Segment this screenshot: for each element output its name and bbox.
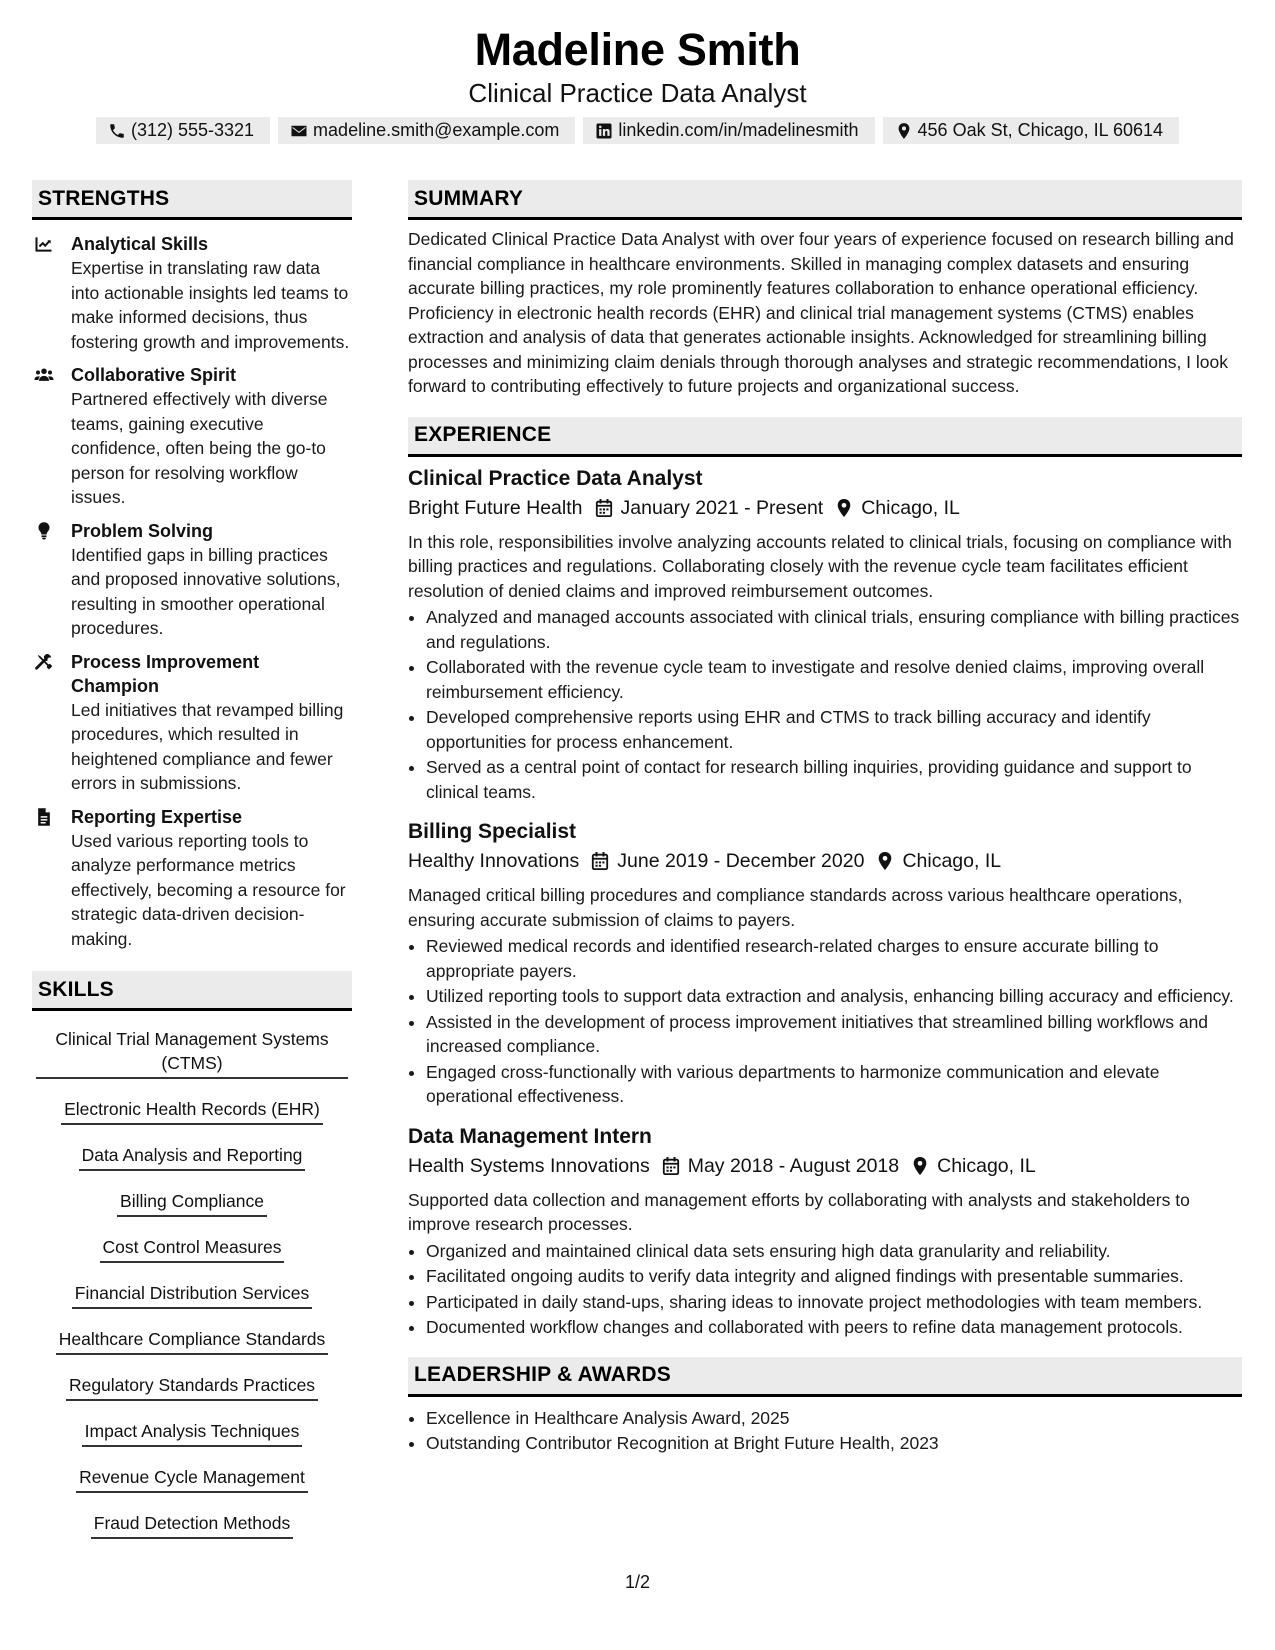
strength-title: Analytical Skills (71, 234, 209, 254)
line-chart-icon (34, 234, 54, 254)
strength-item (32, 650, 352, 796)
job-company: Healthy Innovations (408, 850, 580, 872)
strength-item (32, 519, 352, 641)
contact-phone[interactable] (96, 117, 270, 144)
strength-title: Reporting Expertise (71, 806, 243, 827)
candidate-name: Madeline Smith (474, 24, 801, 75)
contact-email[interactable] (278, 117, 575, 144)
skills-heading: SKILLS (32, 971, 352, 1011)
strength-desc: Partnered effectively with diverse teams, gaining executive confidence, often being the go-to person for resolving workflow issues. (71, 389, 328, 507)
job-description: Supported data collection and management efforts by collaborating with analysts and stakeholders to improve research processes. (408, 1189, 1190, 1234)
skill-item: Financial Distribution Services (72, 1281, 312, 1309)
page-number: 1/2 (624, 1572, 651, 1592)
skills-list (32, 1027, 352, 1539)
map-pin-icon (911, 1156, 929, 1176)
job-bullets (408, 934, 1242, 1109)
strength-title: Problem Solving (71, 520, 214, 541)
map-pin-icon (835, 498, 853, 518)
awards-section (408, 1357, 1242, 1456)
skill-item: Fraud Detection Methods (91, 1511, 294, 1539)
job-bullet: • Analyzed and managed accounts associated with clinical trials, ensuring compliance with billing practices and regulations. (426, 605, 1242, 654)
strength-desc: Expertise in translating raw data into actionable insights led teams to make informed decisions, thus fostering growth and improvements. (71, 258, 350, 352)
lightbulb-icon (34, 521, 54, 541)
map-pin-icon (876, 851, 894, 871)
job-entry (408, 465, 1242, 805)
job-bullet: • Documented workflow changes and collaborated with peers to refine data management protocols. (426, 1315, 1242, 1340)
job-meta (408, 493, 1242, 523)
contact-address-text: 456 Oak St, Chicago, IL 60614 (917, 120, 1164, 140)
phone-icon (108, 122, 126, 140)
map-pin-icon (895, 122, 913, 140)
contact-linkedin-text: linkedin.com/in/madelinesmith (618, 120, 859, 140)
skill-item: Revenue Cycle Management (76, 1465, 308, 1493)
strength-title: Process Improvement Champion (71, 651, 260, 696)
strength-title: Collaborative Spirit (71, 365, 237, 385)
job-bullet: • Facilitated ongoing audits to verify data integrity and aligned findings with presentable summaries. (426, 1264, 1242, 1289)
job-bullet: • Collaborated with the revenue cycle team to investigate and resolve denied claims, improving overall reimbursement efficiency. (426, 655, 1242, 704)
experience-section (408, 417, 1242, 1340)
skill-item: Regulatory Standards Practices (66, 1373, 318, 1401)
summary-text: Dedicated Clinical Practice Data Analyst with over four years of experience focused on research billing and financial compliance in healthcare environments. Skilled in managing complex datasets and ensuring accurate billing practices, my role prominently features collaboration to enhance operational efficiency. Proficiency in electronic health records (EHR) and clinical trial management systems (CTMS) enables extraction and analysis of data that generates actionable insights. Acknowledged for streamlining billing processes and minimizing claim denials through thorough analyses and strategic recommendations, I look forward to contributing effectively to future projects and organizational success. (408, 229, 1234, 396)
job-dates: May 2018 - August 2018 (687, 1154, 900, 1177)
job-location: Chicago, IL (902, 850, 1002, 872)
summary-heading: SUMMARY (408, 180, 1242, 220)
contact-address (883, 117, 1180, 144)
strengths-list (32, 232, 352, 951)
experience-heading: EXPERIENCE (408, 417, 1242, 457)
calendar-icon (591, 851, 609, 871)
contact-bar (0, 117, 1275, 144)
skill-item: Cost Control Measures (100, 1235, 285, 1263)
job-bullets (408, 1239, 1242, 1340)
job-dates: January 2021 - Present (620, 496, 824, 519)
contact-email-text: madeline.smith@example.com (313, 120, 560, 140)
strength-desc: Used various reporting tools to analyze performance metrics effectively, becoming a resource for strategic data-driven decision-making. (71, 830, 346, 949)
job-title: Billing Specialist (408, 820, 577, 843)
file-icon (34, 807, 54, 827)
job-bullet: • Assisted in the development of process improvement initiatives that streamlined billing workflows and increased compliance. (426, 1010, 1242, 1059)
job-meta (408, 846, 1242, 876)
job-title: Data Management Intern (408, 1124, 652, 1148)
strengths-heading: STRENGTHS (32, 180, 352, 220)
job-meta (408, 1151, 1242, 1181)
job-bullet: • Engaged cross-functionally with various departments to harmonize communication and elevate operational effectiveness. (426, 1060, 1242, 1109)
left-column (32, 180, 352, 1557)
award-item: • Outstanding Contributor Recognition at Bright Future Health, 2023 (426, 1431, 1242, 1456)
job-location: Chicago, IL (861, 496, 960, 519)
job-bullet: • Reviewed medical records and identified research-related charges to ensure accurate billing to appropriate payers. (426, 934, 1242, 983)
linkedin-icon (595, 122, 613, 140)
awards-list (408, 1406, 1242, 1456)
award-item: • Excellence in Healthcare Analysis Award, 2025 (426, 1406, 1242, 1431)
right-column (408, 180, 1242, 1457)
job-bullet: • Served as a central point of contact for research billing inquiries, providing guidance and support to clinical teams. (426, 755, 1242, 804)
calendar-icon (595, 498, 613, 518)
job-bullet: • Organized and maintained clinical data sets ensuring high data granularity and reliability. (426, 1239, 1242, 1264)
skill-item: Data Analysis and Reporting (79, 1143, 306, 1171)
skill-item: Healthcare Compliance Standards (56, 1327, 329, 1355)
job-dates: June 2019 - December 2020 (617, 850, 865, 872)
job-entry (408, 818, 1242, 1109)
job-bullet: • Developed comprehensive reports using EHR and CTMS to track billing accuracy and identify opportunities for process enhancement. (426, 705, 1242, 754)
contact-linkedin[interactable] (583, 117, 874, 144)
skill-item: Billing Compliance (117, 1189, 267, 1217)
job-description: In this role, responsibilities involve analyzing accounts related to clinical trials, focusing on compliance with billing practices and regulations. Collaborating closely with the revenue cycle team facilitates efficient resolution of denied claims and improved reimbursement outcomes. (408, 531, 1232, 601)
skill-item: Clinical Trial Management Systems (CTMS) (36, 1027, 348, 1079)
job-company: Bright Future Health (408, 496, 583, 519)
skill-item: Electronic Health Records (EHR) (61, 1097, 323, 1125)
strength-item (32, 805, 352, 952)
job-entry (408, 1123, 1242, 1340)
resume-header (0, 0, 1275, 144)
tools-icon (34, 652, 54, 672)
job-bullets (408, 605, 1242, 804)
skill-item: Impact Analysis Techniques (82, 1419, 303, 1447)
job-title: Clinical Practice Data Analyst (408, 466, 703, 490)
strength-desc: Led initiatives that revamped billing procedures, which resulted in heightened compliance and fewer errors in submissions. (71, 699, 344, 793)
strength-desc: Identified gaps in billing practices and proposed innovative solutions, resulting in smoother operational procedures. (71, 544, 341, 638)
candidate-title: Clinical Practice Data Analyst (468, 78, 807, 108)
calendar-icon (662, 1156, 680, 1176)
strength-item (32, 232, 352, 354)
job-bullet: • Participated in daily stand-ups, sharing ideas to innovate project methodologies with team members. (426, 1290, 1242, 1315)
strength-item (32, 363, 352, 510)
awards-heading: LEADERSHIP & AWARDS (408, 1357, 1242, 1397)
job-company: Health Systems Innovations (408, 1154, 650, 1177)
job-description: Managed critical billing procedures and compliance standards across various healthcare operations, ensuring accurate submission of claims to payers. (408, 885, 1183, 930)
job-location: Chicago, IL (937, 1154, 1036, 1177)
envelope-icon (290, 122, 308, 140)
users-icon (34, 365, 54, 385)
contact-phone-text: (312) 555-3321 (130, 120, 255, 140)
job-bullet: • Utilized reporting tools to support data extraction and analysis, enhancing billing accuracy and efficiency. (426, 984, 1242, 1009)
